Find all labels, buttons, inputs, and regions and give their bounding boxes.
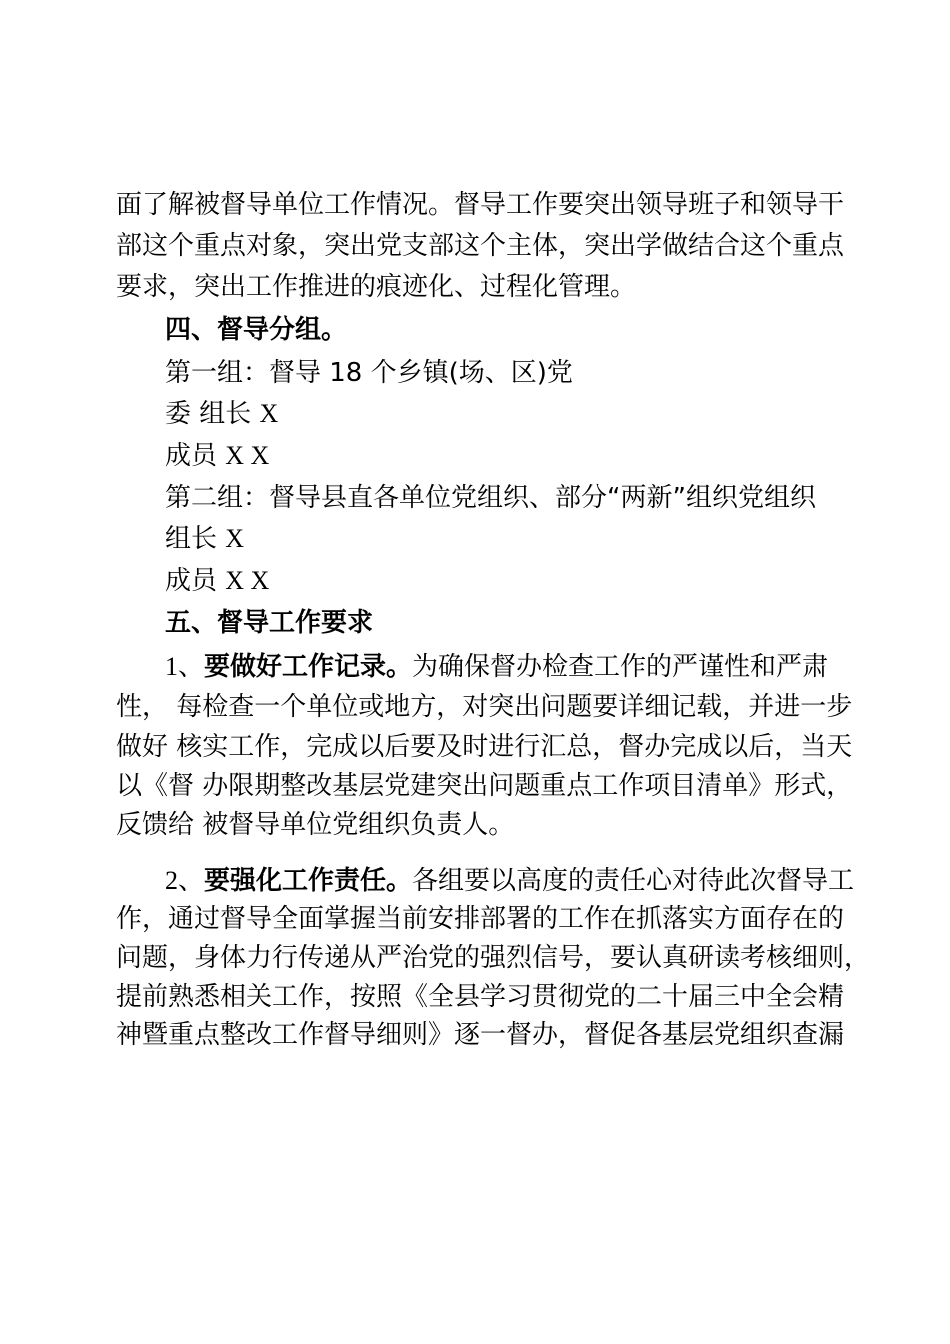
- item-2-number: 2、: [165, 866, 205, 895]
- item-2-line-4: 提前熟悉相关工作，按照《全县学习贯彻党的二十届三中全会精: [116, 982, 845, 1012]
- item-1-line-2: 性， 每检查一个单位或地方，对突出问题要详细记载，并进一步: [116, 692, 853, 722]
- section-4-heading: 四、督导分组。: [165, 315, 348, 345]
- intro-line-3: 要求，突出工作推进的痕迹化、过程化管理。: [116, 272, 637, 302]
- group-1-members-names: X X: [225, 441, 270, 470]
- group-1-title: 第一组：督导 18 个乡镇(场、区)党: [165, 358, 573, 388]
- item-1-line-4: 以《督 办限期整改基层党建突出问题重点工作项目清单》形式，: [116, 771, 853, 801]
- item-2-line-1: [165, 864, 854, 898]
- item-1-line-1-text: 为确保督办检查工作的严谨性和严肃: [412, 652, 829, 682]
- item-2-title: 要强化工作责任。: [204, 866, 413, 896]
- group-1-leader-label: 委 组长: [165, 399, 260, 429]
- group-2-leader-label: 组长: [165, 524, 226, 554]
- group-1-leader: [165, 397, 278, 431]
- group-1-members-label: 成员: [165, 441, 226, 471]
- intro-line-1: 面了解被督导单位工作情况。督导工作要突出领导班子和领导干: [116, 190, 845, 220]
- item-2-line-3: 问题，身体力行传递从严治党的强烈信号，要认真研读考核细则，: [116, 943, 871, 973]
- group-2-members-names: X X: [225, 566, 270, 595]
- item-2-line-1-text: 各组要以高度的责任心对待此次督导工: [412, 866, 855, 896]
- group-2-members-label: 成员: [165, 566, 226, 596]
- group-2-leader: [165, 522, 244, 556]
- group-1-leader-name: X: [259, 399, 279, 428]
- section-5-heading: 五、督导工作要求: [165, 608, 374, 638]
- item-2-line-5: 神暨重点整改工作督导细则》逐一督办，督促各基层党组织查漏: [116, 1020, 845, 1050]
- item-1-line-3: 做好 核实工作，完成以后要及时进行汇总，督办完成以后，当天: [116, 732, 853, 762]
- item-1-line-1: [165, 650, 828, 684]
- item-1-title: 要做好工作记录。: [204, 652, 413, 682]
- item-2-line-2: 作，通过督导全面掌握当前安排部署的工作在抓落实方面存在的: [116, 904, 845, 934]
- group-2-leader-name: X: [225, 524, 245, 553]
- item-1-line-5: 反馈给 被督导单位党组织负责人。: [116, 810, 515, 840]
- group-2-members: [165, 564, 269, 598]
- item-1-number: 1、: [165, 652, 205, 681]
- intro-line-2: 部这个重点对象，突出党支部这个主体，突出学做结合这个重点: [116, 231, 845, 261]
- group-2-title: 第二组：督导县直各单位党组织、部分“两新”组织党组织: [165, 483, 816, 513]
- group-1-members: [165, 439, 269, 473]
